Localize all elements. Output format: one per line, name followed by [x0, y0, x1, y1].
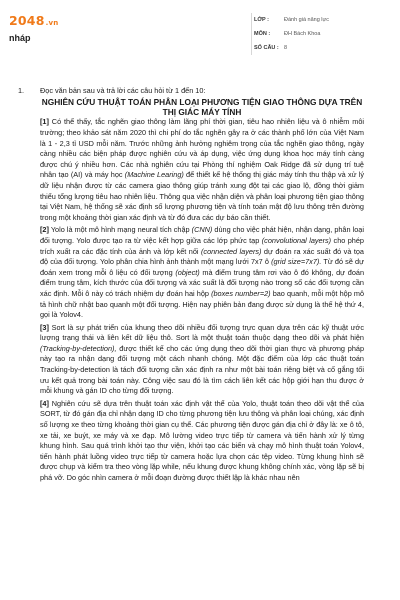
meta-value: ĐH Bách Khoa: [284, 31, 321, 37]
question-content: [40, 86, 364, 486]
logo-domain-text: .vn: [45, 19, 59, 27]
passage-paragraph: [40, 323, 364, 397]
question-intro: Đọc văn bản sau và trả lời các câu hỏi từ 1 đến 10:: [40, 86, 206, 95]
italic-term: (CNN): [191, 225, 213, 235]
italic-term: (Machine Learing): [124, 170, 184, 180]
italic-term: (connected layers): [200, 246, 262, 256]
paragraph-text: để thiết kế hệ thống thị giác máy tính thu thập và xử lý dữ liệu nhận được từ các camera giao thông giúp tránh xung đột tại các giao lộ, đồng thời giảm thiểu tổng lượng tiêu hao nhiên liệu. Thông qua việc nhận diện và phân loại phương tiện giao thông tại Việt Nam, hệ thống sẽ xác định số lượng phương tiện và tính toán mật độ lưu thông trên đường trong một khoảng thời gian xác định và từ đó đưa các dự báo cần thiết.: [40, 170, 365, 222]
logo-main-text: 2048: [9, 13, 45, 28]
passage-body: [40, 117, 364, 483]
passage-paragraph: [40, 225, 364, 320]
paragraph-text: dùng cho việc phát hiện, nhận dạng, phân loại đối tượng. Yolo được tạo ra từ việc kết hợp giữa các lớp phức tạp: [40, 225, 364, 245]
paragraph-text: được thiết kế cho các ứng dụng theo dõi thời gian thực và phương pháp này tạo ra nhận dạng đối tượng một cách nhanh chóng. Một đặc điểm của lớp các thuật toán Tracking-by-detection là tách đối tượng cần xác định ra như một bài toán riêng biệt và cố gắng tối ưu kết quả trong bài toán này. Công việc sau đó là tìm cách liên kết các hộp giới hạn thu được ở mỗi khung và gán ID cho từng đối tượng.: [40, 343, 364, 396]
paragraph-text: cho phép trích xuất ra các đặc tính của ảnh và lớp kết nối: [40, 235, 364, 256]
paragraph-text: mà điểm trung tâm rơi vào ô đó không, dự đoán điểm trung tâm, kích thước của đối tượng và xác suất là đối tượng nào trong số các đối tượng cần xác định. Mỗi ô này có trách nhiệm dự đoán hai hộp: [40, 267, 365, 298]
passage-paragraph: [40, 117, 364, 223]
paragraph-text: bao quanh, mỗi một hộp mô tả hình chữ nhật bao quanh một đối tượng. Hiện nay phiên bản đang được sử dụng là thế hệ thứ 4, gọi là Yolov4.: [40, 288, 365, 320]
meta-label: MÔN :: [254, 31, 271, 37]
page-subtitle: nháp: [9, 33, 31, 43]
italic-term: (convolutional layers): [261, 235, 332, 245]
question-number: 1.: [18, 86, 25, 95]
paragraph-number: [1]: [40, 117, 49, 127]
italic-term: (Tracking-by-detection),: [40, 343, 117, 353]
exam-meta-table: [251, 13, 394, 55]
page-header: [0, 0, 400, 66]
passage-title: NGHIÊN CỨU THUẬT TOÁN PHÂN LOẠI PHƯƠNG TIỆN GIAO THÔNG DỰA TRÊN THỊ GIÁC MÁY TÍNH: [41, 96, 363, 117]
paragraph-text: Sort là sự phát triển của khung theo dõi nhiều đối tượng trực quan dựa trên các kỹ thuật ước lượng trạng thái và liên kết dữ liệu thô. Sort là một thuật toán thuộc dạng theo dõi và phát hiện: [40, 322, 364, 343]
meta-label: SỐ CÂU :: [254, 45, 279, 51]
paragraph-text: Có thể thấy, tắc nghẽn giao thông làm lãng phí thời gian, tiêu hao nhiên liệu và ô nhiễm môi trường; theo khảo sát năm 2020 thì chi phí do tắc nghẽn gây ra ở các thành phố lớn của Việt Nam là 1 - 2,3 tỉ USD mỗi năm. Trước những ảnh hưởng nghiêm trọng của tắc nghẽn giao thông, ngày càng nhiều các biện pháp được nghiên cứu và áp dụng, việc ứng dụng khoa học máy tính càng được chú ý nhiều hơn. Các nhà nghiên cứu tại Phòng thí nghiệm Oak Ridge đã sử dụng trí tuệ nhân tạo (AI) và máy học: [40, 117, 364, 180]
passage-paragraph: [40, 399, 364, 484]
site-logo[interactable]: [9, 13, 58, 28]
italic-term: (object): [175, 267, 200, 277]
paragraph-text: Từ đó sẽ dự đoán xem trong mỗi ô liệu có đối tượng: [40, 257, 364, 277]
meta-row-subject: [252, 27, 394, 41]
italic-term: (boxes number=2): [211, 288, 271, 298]
meta-row-class: [252, 13, 394, 27]
meta-value: 8: [284, 45, 288, 51]
meta-row-question-count: [252, 41, 394, 55]
meta-label: LỚP :: [254, 17, 269, 23]
italic-term: (grid size=7x7).: [271, 257, 322, 267]
paragraph-text: Nghiên cứu sẽ dựa trên thuật toán xác định vật thể của Yolo, thuật toán theo dõi vật thể của SORT, từ đó gán địa chỉ nhận dạng ID cho từng phương tiện lưu thông và phân loại chúng, xác định số lượng xe theo từng khoảng thời gian cụ thể. Các phương tiện được gán địa chỉ ở đây là: xe ô tô, xe tải, xe buýt, xe máy và xe đạp. Mô lường video trực tiếp từ camera và tiến hành xử lý từng khung hình. Sau quá trình khởi tạo thư viện, khởi tạo các biến và chạy mô hình thuật toán Yolov4, tiến hành phát luồng video trực tiếp từ camera hoặc lựa chọn các tệp video. Từng khung hình sẽ được chụp và kiểm tra theo vòng lặp while, nếu khung được khung không chính xác, vòng lặp sẽ bị phá vỡ. Do góc nhìn camera ở mỗi đoạn đường được thiết lập là khác nhau nên: [40, 398, 364, 482]
paragraph-text: Yolo là một mô hình mạng neural tích chập: [48, 225, 192, 235]
paragraph-number: [2]: [40, 225, 49, 235]
paragraph-text: dự đoán ra xác suất đó và tọa độ của đối tượng. Yolo phân chia hình ảnh thành một mạng lưới 7x7 ô: [40, 246, 364, 267]
paragraph-number: [4]: [40, 398, 49, 408]
meta-value: Đánh giá năng lực: [284, 17, 329, 23]
paragraph-number: [3]: [40, 322, 49, 332]
